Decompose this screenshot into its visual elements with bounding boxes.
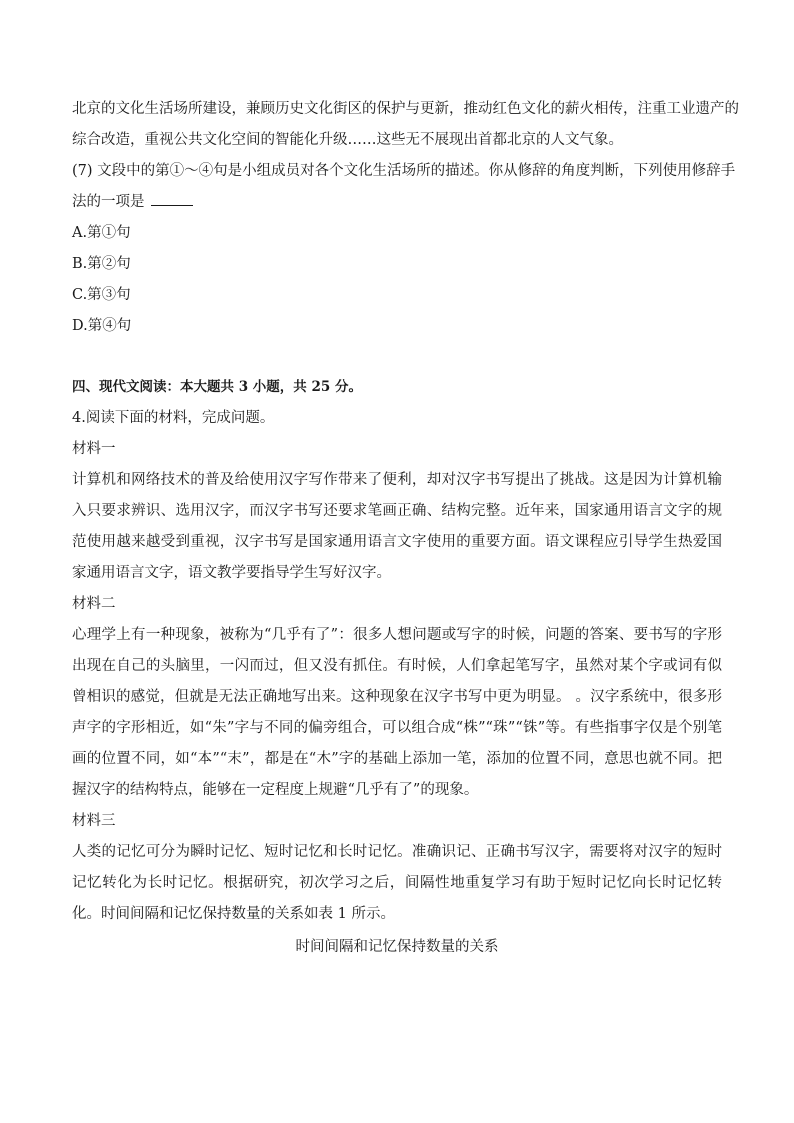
section-spacer (72, 342, 722, 372)
material-3-heading: 材料三 (72, 813, 116, 829)
material-2-text: 心理学上有一种现象，被称为“几乎有了”：很多人想问题或写字的时候，问题的答案、要书写的字形出现在自己的头脑里，一闪而过，但又没有抓住。有时候，人们拿起笔写字，虽然对某个字或词有似曾相识的感觉，但就是无法正确地写出来。这种现象在汉字书写中更为明显。 。汉字系统中，很多形声字的字形相近，如“朱”字与不同的偏旁组合，可以组合成“株”“珠”“铢”等。有些指事字仅是个别笔画的位置不同，如“本”“末”，都是在“木”字的基础上添加一笔，添加的位置不同，意思也就不同。把握汉字的结构特点，能够在一定程度上规避“几乎有了”的现象。 (72, 627, 722, 798)
context-line-1: 北京的文化生活场所建设，兼顾历史文化街区的保护与更新，推动红色文化的薪火相传，注重工业遗产的 (72, 101, 739, 117)
material-1-text: 计算机和网络技术的普及给使用汉字写作带来了便利，却对汉字书写提出了挑战。这是因为计算机输入只要求辨识、选用汉字，而汉字书写还要求笔画正确、结构完整。近年来，国家通用语言文字的规范使用越来越受到重视，汉字书写是国家通用语言文字使用的重要方面。语文课程应引导学生热爱国家通用语言文字，语文教学要指导学生写好汉字。 (72, 472, 722, 581)
material-1-heading: 材料一 (72, 441, 116, 457)
material-3-text: 人类的记忆可分为瞬时记忆、短时记忆和长时记忆。准确识记、正确书写汉字，需要将对汉字的短时记忆转化为长时记忆。根据研究，初次学习之后，间隔性地重复学习有助于短时记忆向长时记忆转化。时间间隔和记忆保持数量的关系如表 1 所示。 (72, 844, 722, 922)
question-7-stem-end: 法的一项是 (72, 194, 145, 210)
answer-blank[interactable] (151, 189, 193, 206)
document-page (72, 94, 739, 963)
table-1-title: 时间间隔和记忆保持数量的关系 (295, 939, 499, 955)
option-b: B.第②句 (72, 256, 131, 272)
context-line-2: 综合改造，重视公共文化空间的智能化升级……这些无不展现出首都北京的人文气象。 (72, 132, 623, 148)
section-4-title: 四、现代文阅读：本大题共 3 小题，共 25 分。 (72, 379, 362, 395)
question-7-line-2 (72, 187, 722, 218)
question-7-line-1: (7) 文段中的第①～④句是小组成员对各个文化生活场所的描述。你从修辞的角度判断，下列使用修辞手 (72, 163, 736, 179)
option-d: D.第④句 (72, 318, 132, 334)
question-4-instruction: 4.阅读下面的材料，完成问题。 (72, 410, 275, 426)
option-a: A.第①句 (72, 225, 131, 241)
material-2-heading: 材料二 (72, 596, 116, 612)
option-c: C.第③句 (72, 287, 131, 303)
